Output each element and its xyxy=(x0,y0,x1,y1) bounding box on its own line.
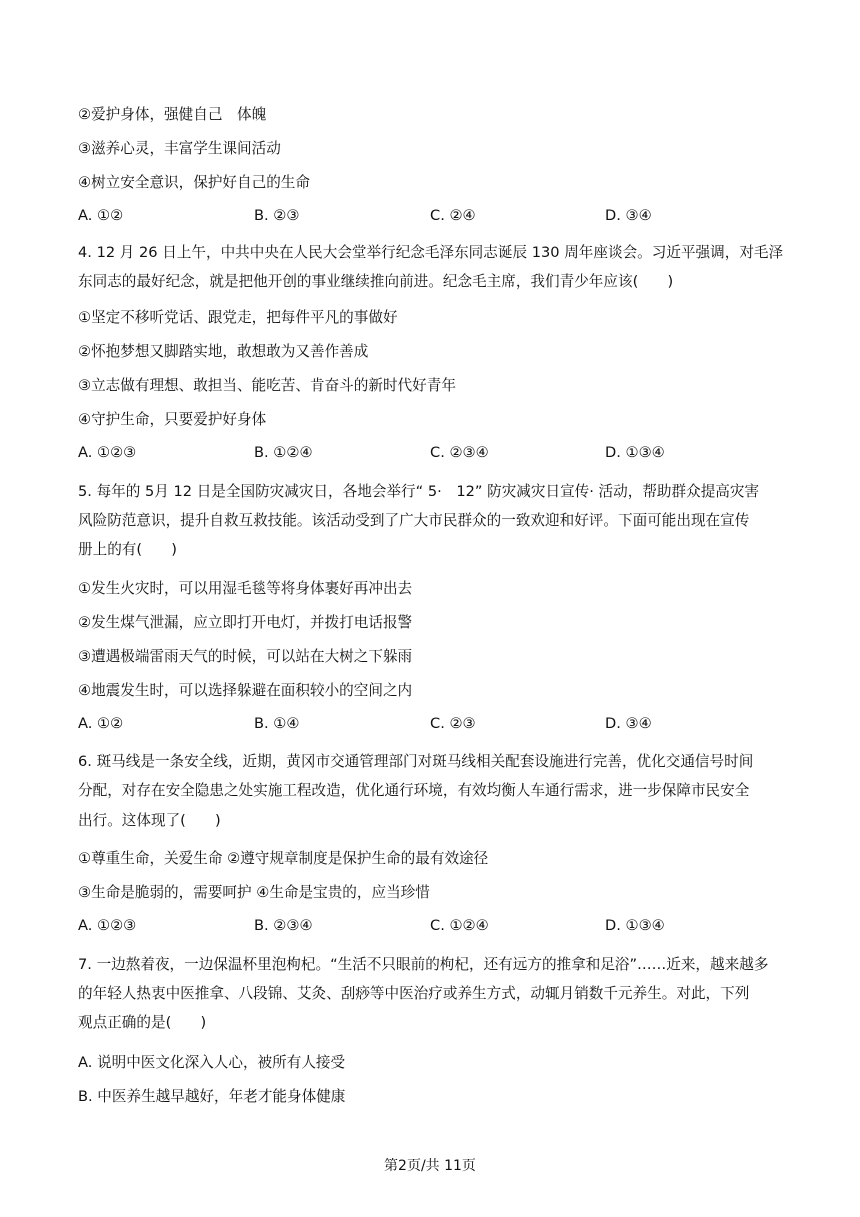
q4-option-c: C. ②③④ xyxy=(430,444,489,461)
q5-option-d: D. ③④ xyxy=(605,715,652,732)
q7-stem-line-1: 7. 一边熬着夜，一边保温杯里泡枸杞。“生活不只眼前的枸杞，还有远方的推拿和足浴”……近来，越来越多 xyxy=(78,956,769,973)
q4-option-d: D. ①③④ xyxy=(605,444,665,461)
q6-stem-line-2: 分配，对存在安全隐患之处实施工程改造，优化通行环境，有效均衡人车通行需求，进一步保障市民安全 xyxy=(78,782,750,799)
q5-option-a: A. ①② xyxy=(78,715,124,732)
q4-option-a: A. ①②③ xyxy=(78,444,137,461)
q7-stem-line-2: 的年轻人热衷中医推拿、八段锦、艾灸、刮痧等中医治疗或养生方式，动辄月销数千元养生。对此，下列 xyxy=(78,985,750,1002)
q3-item-3: ③滋养心灵，丰富学生课间活动 xyxy=(78,140,281,157)
q5-item-3: ③遭遇极端雷雨天气的时候，可以站在大树之下躲雨 xyxy=(78,648,413,665)
q7-choice-a: A. 说明中医文化深入人心，被所有人接受 xyxy=(78,1054,346,1071)
q5-item-1: ①发生火灾时，可以用湿毛毯等将身体裹好再冲出去 xyxy=(78,580,413,597)
q5-item-2: ②发生煤气泄漏，应立即打开电灯，并拨打电话报警 xyxy=(78,614,413,631)
q6-option-b: B. ②③④ xyxy=(254,917,313,934)
q4-item-1: ①坚定不移听党话、跟党走，把每件平凡的事做好 xyxy=(78,309,398,326)
q4-item-2: ②怀抱梦想又脚踏实地，敢想敢为又善作善成 xyxy=(78,343,369,360)
q5-stem-line-3: 册上的有( ) xyxy=(78,541,177,558)
q6-option-a: A. ①②③ xyxy=(78,917,137,934)
q3-option-d: D. ③④ xyxy=(605,207,652,224)
q6-stem-line-3: 出行。这体现了( ) xyxy=(78,812,221,829)
q3-option-c: C. ②④ xyxy=(430,207,476,224)
page-number: 第2页/共 11页 xyxy=(384,1158,476,1174)
q5-stem-line-2: 风险防范意识，提升自救互救技能。该活动受到了广大市民群众的一致欢迎和好评。下面可能出现在宣传 xyxy=(78,512,750,529)
q7-stem-line-3: 观点正确的是( ) xyxy=(78,1014,207,1031)
q5-stem-line-1: 5. 每年的 5月 12 日是全国防灾减灾日，各地会举行“ 5· 12” 防灾减灾日宣传· 活动，帮助群众提高灾害 xyxy=(78,483,760,500)
q3-item-4: ④树立安全意识，保护好自己的生命 xyxy=(78,174,310,191)
q5-item-4: ④地震发生时，可以选择躲避在面积较小的空间之内 xyxy=(78,682,413,699)
q7-choice-b: B. 中医养生越早越好，年老才能身体健康 xyxy=(78,1088,346,1105)
q3-option-a: A. ①② xyxy=(78,207,124,224)
q3-item-2: ②爱护身体，强健自己 体魄 xyxy=(78,106,267,123)
q4-stem-line-1: 4. 12 月 26 日上午，中共中央在人民大会堂举行纪念毛泽东同志诞辰 130 周年座谈会。习近平强调，对毛泽 xyxy=(78,244,784,261)
q6-stem-line-1: 6. 斑马线是一条安全线，近期，黄冈市交通管理部门对斑马线相关配套设施进行完善，优化交通信号时间 xyxy=(78,753,754,770)
q4-item-3: ③立志做有理想、敢担当、能吃苦、肯奋斗的新时代好青年 xyxy=(78,377,456,394)
q5-option-b: B. ①④ xyxy=(254,715,300,732)
q4-stem-line-2: 东同志的最好纪念，就是把他开创的事业继续推向前进。纪念毛主席，我们青少年应该( ) xyxy=(78,273,674,290)
q5-option-c: C. ②③ xyxy=(430,715,476,732)
q4-option-b: B. ①②④ xyxy=(254,444,313,461)
q6-option-c: C. ①②④ xyxy=(430,917,489,934)
q3-option-b: B. ②③ xyxy=(254,207,300,224)
q4-item-4: ④守护生命，只要爱护好身体 xyxy=(78,411,267,428)
q6-item-line-1: ①尊重生命，关爱生命 ②遵守规章制度是保护生命的最有效途径 xyxy=(78,850,489,867)
q6-item-line-2: ③生命是脆弱的，需要呵护 ④生命是宝贵的，应当珍惜 xyxy=(78,884,430,901)
q6-option-d: D. ①③④ xyxy=(605,917,665,934)
